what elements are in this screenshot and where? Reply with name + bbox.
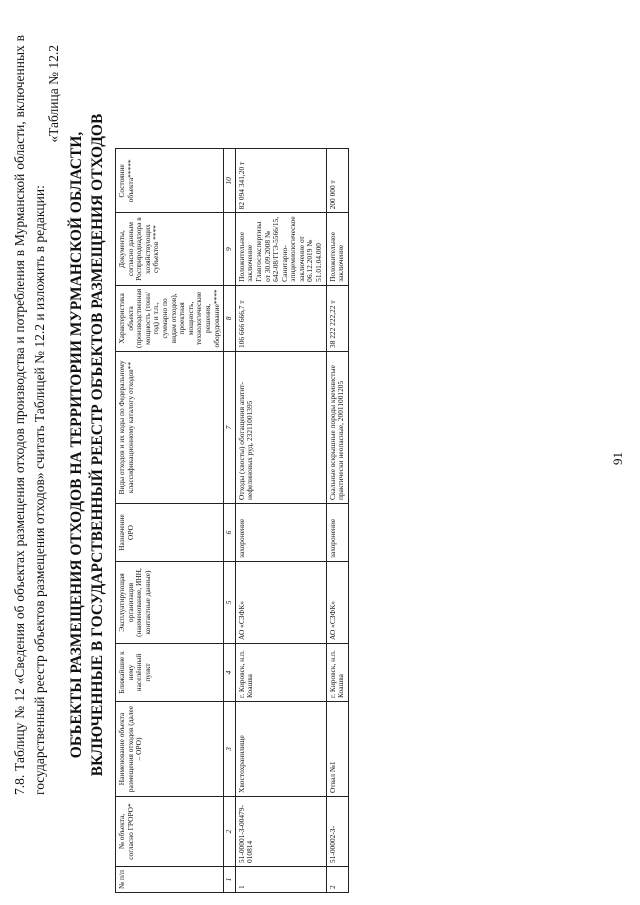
column-number: 1 — [224, 867, 236, 893]
purpose: захоронение — [235, 504, 326, 562]
waste-types: Отходы (хвосты) обогащения апатит-нефелиновых руд, 23211001395 — [235, 352, 326, 504]
table-reference: «Таблица № 12.2 — [46, 45, 61, 143]
column-number: 4 — [224, 644, 236, 702]
header-cell: Эксплуатирующая организация (наименование, ИНН, контактные данные) — [116, 562, 224, 644]
groro-number: 51-00001-З-00479-010814 — [235, 797, 326, 867]
column-number: 9 — [224, 213, 236, 285]
header-cell: № объекта, согласно ГРОРО* — [116, 797, 224, 867]
documents: Положительное заключение — [326, 213, 348, 285]
groro-number: 51-00002-З- — [326, 797, 348, 867]
operator: АО «СЗФК» — [235, 562, 326, 644]
header-cell: Назначение ОРО — [116, 504, 224, 562]
header-cell: № п/п — [116, 867, 224, 893]
object-name: Отвал №1 — [326, 702, 348, 797]
waste-types: Скальные вскрышные породы кремнистые практически неопасные, 20011001205 — [326, 352, 348, 504]
row-number: 1 — [235, 867, 326, 893]
header-cell: Состояние объекта***** — [116, 149, 224, 213]
row-number: 2 — [326, 867, 348, 893]
page-number: 91 — [610, 452, 625, 465]
column-number: 2 — [224, 797, 236, 867]
column-number: 8 — [224, 285, 236, 351]
table-row — [326, 149, 348, 893]
capacity: 106 666 666,7 т — [235, 285, 326, 351]
locality: г. Кировск, н.п. Коашва — [235, 644, 326, 702]
document-title — [66, 45, 108, 845]
object-state: 200 000 т — [326, 149, 348, 213]
header-cell: Виды отходов и их коды по Федеральному классификационному каталогу отходов** — [116, 352, 224, 504]
column-number: 7 — [224, 352, 236, 504]
title-line-2: ВКЛЮЧЕННЫЕ В ГОСУДАРСТВЕННЫЙ РЕЕСТР ОБЪЕКТОВ РАЗМЕЩЕНИЯ ОТХОДОВ — [89, 113, 106, 777]
intro-paragraph: 7.8. Таблицу № 12 «Сведения об объектах размещения отходов производства и потребления в Мурманской области, включенных в государственный реестр объектов размещения отходов» считать Таблицей № 12.2 и изложить в редакции: — [12, 35, 47, 795]
column-number: 6 — [224, 504, 236, 562]
locality: г. Кировск, н.п. Коашва — [326, 644, 348, 702]
header-cell: Характеристика объекта (производственная мощность (тонн/год) и т.п., суммарно по видам отходов), проектная мощность, технологические решения, оборудование**** — [116, 285, 224, 351]
capacity: 38 222 222,22 т — [326, 285, 348, 351]
column-number-row — [224, 149, 236, 893]
purpose: захоронение — [326, 504, 348, 562]
object-name: Хвостохранилище — [235, 702, 326, 797]
registry-table — [115, 148, 349, 893]
column-number: 3 — [224, 702, 236, 797]
title-line-1: ОБЪЕКТЫ РАЗМЕЩЕНИЯ ОТХОДОВ НА ТЕРРИТОРИИ МУРМАНСКОЙ ОБЛАСТИ, — [68, 131, 85, 759]
operator: АО «СЗФК» — [326, 562, 348, 644]
header-cell: Документы, согласно данным Росприроднадзора в хозяйствующих субъектов **** — [116, 213, 224, 285]
column-number: 5 — [224, 562, 236, 644]
header-row — [116, 149, 224, 893]
column-number: 10 — [224, 149, 236, 213]
header-cell: Наименование объекта размещения отходов (далее – ОРО) — [116, 702, 224, 797]
object-state: 82 094 341,20 т — [235, 149, 326, 213]
documents: Положительное заключение Главгосэкспертизы от 30.09.2008 № 642-08/ГГЭ-5566/15, Санитарно-эпидемиологическое заключение от 06.12.2019 № 51.01.04.000 — [235, 213, 326, 285]
table-row — [235, 149, 326, 893]
header-cell: Ближайшие к нему населённый пункт — [116, 644, 224, 702]
